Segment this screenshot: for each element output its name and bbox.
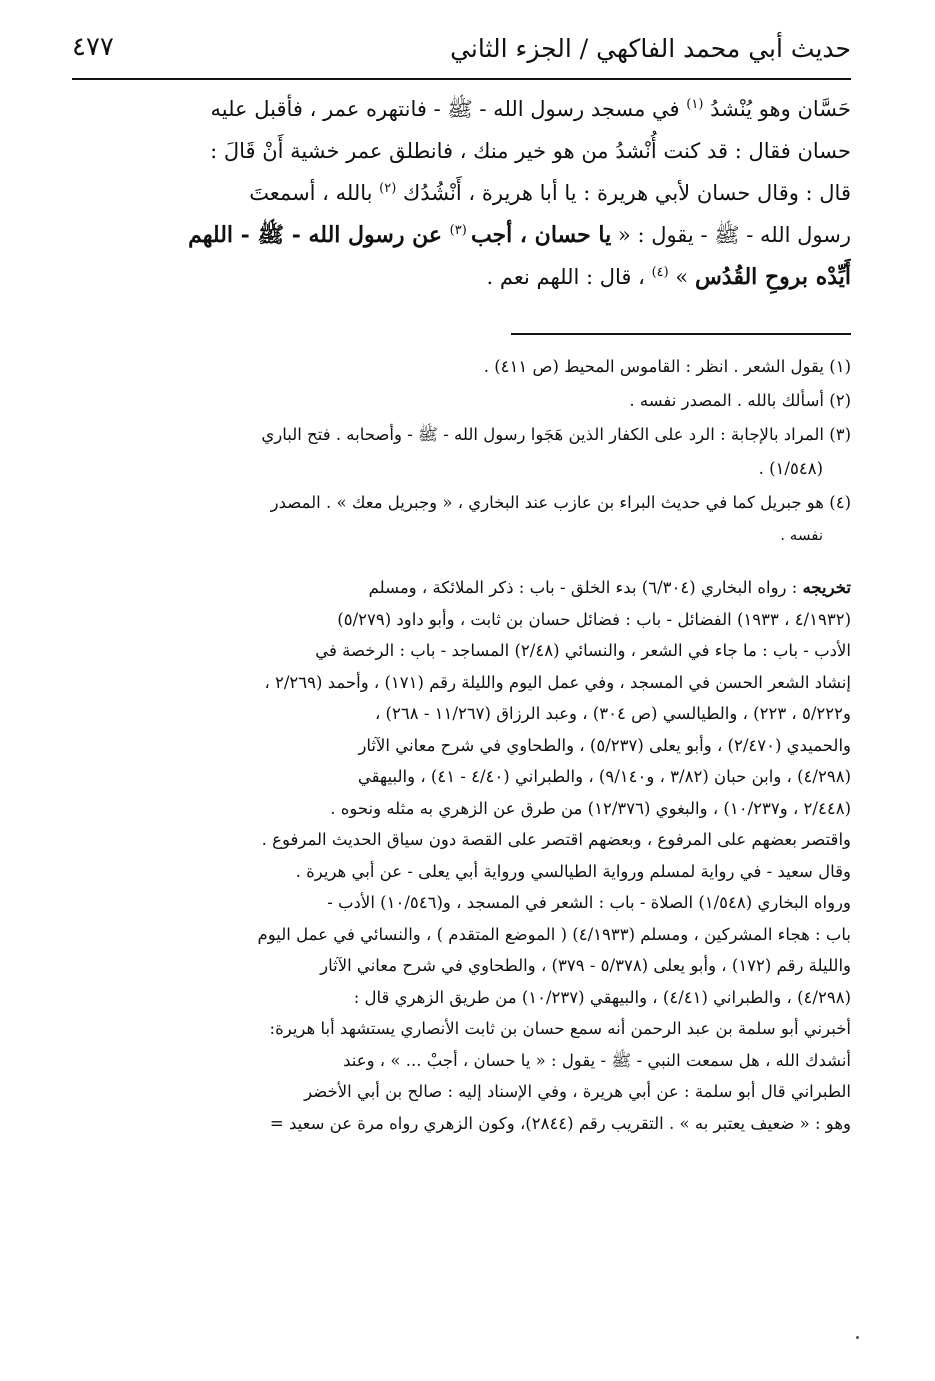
header-divider [72, 78, 851, 80]
footnote-line: (٢) أسألك بالله . المصدر نفسه . [629, 391, 851, 410]
main-hadith-text [72, 88, 851, 298]
footnote-reference: (٣) [449, 223, 471, 238]
footnote-line: (٤) هو جبريل كما في حديث البراء بن عازب عند البخاري ، « وجبريل معك » . المصدر [270, 493, 851, 512]
takhrij-line: باب : هجاء المشركين ، ومسلم (٤/١٩٣٣) ( الموضع المتقدم ) ، والنسائي في عمل اليوم [257, 924, 851, 944]
takhrij-line: وقال سعيد - في رواية لمسلم ورواية الطيالسي ورواية أبي يعلى - عن أبي هريرة . [295, 861, 851, 881]
takhrij-line: ورواه البخاري (١/٥٤٨) الصلاة - باب : الشعر في المسجد ، و(١٠/٥٤٦) الأدب - [327, 893, 851, 912]
takhrij-line: الأدب - باب : ما جاء في الشعر ، والنسائي (٢/٤٨) المساجد - باب : الرخصة في [315, 641, 851, 660]
running-header [72, 30, 851, 74]
takhrij-line: واقتصر بعضهم على المرفوع ، وبعضهم اقتصر على القصة دون سياق الحديث المرفوع . [261, 830, 851, 849]
footnote-separator [511, 333, 851, 335]
main-text-line [72, 130, 851, 172]
takhrij-line: (٤/٢٩٨) ، والطبراني (٤/٤١) ، والبيهقي (١٠/٢٣٧) من طريق الزهري قال : [353, 987, 851, 1007]
footnotes [72, 350, 851, 550]
footnote-line: نفسه . [780, 526, 823, 544]
footnote-line: (١/٥٤٨) . [758, 459, 823, 478]
takhrij-section [72, 572, 851, 1139]
hadith-bold-text: عن رسول الله - ﷺ - اللهم [188, 222, 450, 248]
takhrij-line: أخبرني أبو سلمة بن عبد الرحمن أنه سمع حسان بن ثابت الأنصاري يستشهد أبا هريرة: [269, 1019, 851, 1038]
scan-speck [856, 1336, 859, 1339]
takhrij-line: والحميدي (٢/٤٧٠) ، وأبو يعلى (٥/٢٣٧) ، والطحاوي في شرح معاني الآثار [358, 735, 851, 755]
footnote-reference: (١) [686, 97, 704, 112]
running-title: حديث أبي محمد الفاكهي / الجزء الثاني [450, 34, 851, 63]
main-text-run: في مسجد رسول الله - ﷺ - فانتهره عمر ، فأقبل عليه [210, 97, 687, 121]
takhrij-line: إنشاد الشعر الحسن في المسجد ، وفي عمل اليوم والليلة رقم (١٧١) ، وأحمد (٢/٢٦٩ ، [264, 672, 851, 692]
takhrij-line: والليلة رقم (١٧٢) ، وأبو يعلى (٥/٣٧٨ - ٣٧٩) ، والطحاوي في شرح معاني الآثار [320, 956, 851, 975]
main-text-line [72, 214, 851, 256]
footnote-reference: (٢) [379, 181, 397, 196]
hadith-bold-text: يا حسان ، أجب [470, 222, 612, 248]
takhrij-line: وهو : « ضعيف يعتبر به » . التقريب رقم (٢٨٤٤)، وكون الزهري رواه مرة عن سعيد = [269, 1113, 851, 1133]
main-text-run: قال : وقال حسان لأبي هريرة : يا أبا هريرة ، أَنْشُدُك [396, 181, 851, 205]
footnote-reference: (٤) [651, 265, 669, 280]
takhrij-text: : رواه البخاري (٦/٣٠٤) بدء الخلق - باب : ذكر الملائكة ، ومسلم [368, 578, 803, 597]
takhrij-line: (٤/١٩٣٢ ، ١٩٣٣) الفضائل - باب : فضائل حسان بن ثابت ، وأبو داود (٥/٢٧٩) [337, 609, 851, 629]
takhrij-line: (٤/٢٩٨) ، وابن حبان (٣/٨٢ ، و٩/١٤٠) ، والطبراني (٤/٤٠ - ٤١) ، والبيهقي [357, 767, 851, 786]
footnote-line: (٣) المراد بالإجابة : الرد على الكفار الذين هَجَوا رسول الله - ﷺ - وأصحابه . فتح الباري [261, 425, 851, 444]
main-text-line [72, 256, 851, 298]
main-text-run: ، قال : اللهم نعم . [486, 265, 652, 289]
takhrij-line: أنشدك الله ، هل سمعت النبي - ﷺ - يقول : « يا حسان ، أجبْ ... » ، وعند [343, 1050, 851, 1070]
main-text-line [72, 172, 851, 214]
main-text-run: » [668, 265, 695, 289]
main-text-line [72, 88, 851, 130]
main-text-run: رسول الله - ﷺ - يقول : « [611, 223, 851, 247]
takhrij-line: الطبراني قال أبو سلمة : عن أبي هريرة ، وفي الإسناد إليه : صالح بن أبي الأخضر [304, 1082, 851, 1101]
takhrij-label: تخريجه [802, 578, 851, 597]
main-text-run: بالله ، أسمعتَ [249, 181, 380, 205]
page-number: ٤٧٧ [72, 32, 114, 62]
takhrij-line: (٢/٤٤٨ ، و١٠/٢٣٧) ، والبغوي (١٢/٣٧٦) من طرق عن الزهري به مثله ونحوه . [330, 798, 851, 818]
footnote-line: (١) يقول الشعر . انظر : القاموس المحيط (ص ٤١١) . [483, 357, 851, 376]
takhrij-line: و٥/٢٢٢ ، ٢٢٣) ، والطيالسي (ص ٣٠٤) ، وعبد الرزاق (١١/٢٦٧ - ٢٦٨) ، [374, 704, 851, 723]
takhrij-line [72, 572, 851, 604]
main-text-run: حَسَّان وهو يُنْشدُ [703, 97, 851, 121]
hadith-bold-text: أَيِّدْه بروحِ القُدُس [694, 264, 851, 290]
main-text-run: حسان فقال : قد كنت أُنْشدُ من هو خير منك ، فانطلق عمر خشية أَنْ قَالَ : [210, 139, 851, 163]
